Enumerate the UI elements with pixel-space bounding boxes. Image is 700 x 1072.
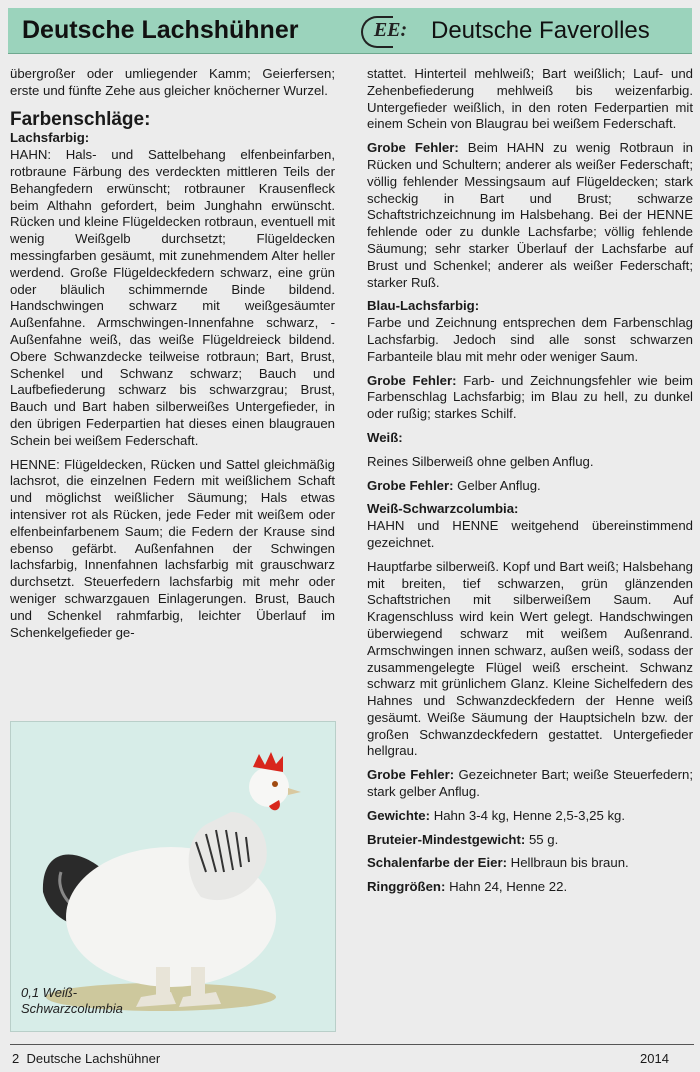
- page-title: Deutsche Lachshühner: [22, 16, 299, 44]
- fehler-blau: [367, 373, 693, 423]
- schalenfarbe-value: Hellbraun bis braun.: [510, 855, 629, 871]
- subheading-lachsfarbig: Lachsfarbig:: [10, 130, 90, 146]
- ringgroessen-value: Hahn 24, Henne 22.: [449, 879, 568, 895]
- subheading-weiss: Weiß:: [367, 429, 403, 445]
- subheading-blau-lachsfarbig: Blau-Lachsfarbig:: [367, 298, 480, 314]
- fehler-weiss: [367, 478, 693, 495]
- schalenfarbe-line: [367, 855, 693, 872]
- gewichte-value: Hahn 3-4 kg, Henne 2,5-3,25 kg.: [433, 807, 626, 823]
- photo-caption: [21, 985, 123, 1017]
- bruteier-value: 55 g.: [528, 831, 559, 847]
- gewichte-line: [367, 808, 693, 825]
- ringgroessen-line: [367, 879, 693, 896]
- bruteier-line: [367, 832, 693, 849]
- fehler-lachsfarbig: [367, 140, 693, 291]
- bruteier-label: Bruteier-Mindestgewicht:: [367, 831, 526, 847]
- blau-paragraph: Farbe und Zeichnung entsprechen dem Farbenschlag Lachsfarbig. Jedoch sind alle sonst schwarzen Farbanteile blau mit mehr oder weniger Saum.: [367, 315, 693, 364]
- fehler-label: Grobe Fehler:: [367, 372, 457, 388]
- page-header-band: [8, 8, 692, 54]
- fehler-label: Grobe Fehler:: [367, 767, 455, 783]
- caption-line-1: 0,1 Weiß-: [21, 985, 78, 1000]
- fehler-text: Beim HAHN zu wenig Rotbraun in Rücken und Schultern; anderer als weißer Federschaft; völlig fehlender Messingsaum auf Flügeldecken; stark scheckig in Bart und Brust; schwarze Schaftstrichzeichnung im Halsbehang. Bei der HENNE fehlende oder zu dunkle Lachsfarbe; völlig fehlende Säumung; sehr starker Überlauf der Lachsfarbe auf Brust und Schenkel; anderer als weißer Federschaft; starker Ruß.: [367, 140, 693, 290]
- hahn-paragraph: HAHN: Hals- und Sattelbehang elfenbeinfarben, rotbraune Färbung des verdeckten mittleren Teils der Behangfedern erwünscht; rotbrauner Krausenfleck beim Althahn gefordert, beim Junghahn erwünscht. Rücken und kleine Flügeldecken rotbraun, eventuell mit wenig Weißgelb durchsetzt; Flügeldecken messingfarben gesäumt, mit zunehmendem Alter heller werdend. Große Flügeldeckfedern schwarz, eine grün oder bläulich schimmernde Binde bildend. Handschwingen schwarz mit weißgesäumter Außenfahne. Armschwingen-Innenfahne schwarz, -Außenfahne weiß, das weiße Flügeldreieck bildend. Obere Schwanzdecke teilweise rotbraun; Bart, Brust, Schenkel und Schwanz schwarz; Bauch und Laufbefiederung schwarz bis schwarzgrau; Brust, Bauch und Bart haben silberweißes Untergefieder, in den übrigen Federpartien hat dieses einen blaugrauen Schein bei weißem Federschaft.: [10, 147, 335, 448]
- fehler-text: Gelber Anflug.: [457, 477, 541, 493]
- continuation-paragraph: stattet. Hinterteil mehlweiß; Bart weißlich; Lauf- und Zehenbefiederung mehlweiß bis weizenfarbig. Untergefieder weißlich, in den roten Federpartien mit einem Schein von Blaugrau bei weißem Federschaft.: [367, 66, 693, 132]
- wsc-paragraph-2: Hauptfarbe silberweiß. Kopf und Bart weiß; Halsbehang mit breiten, tief schwarzen, grün glänzenden Schaftstrichen mit silberweißem Saum. Auf Kragenschluss wird kein Wert gelegt. Handschwingen überwiegend schwarz mit weißem Außenrand. Armschwingen innen schwarz, außen weiß, sodass der zusammengelegte Flügel weiß erscheint. Schwanz schwarz mit grünlichem Glanz. Kleine Sichelfedern des Hahnes und Schwanzdeckfedern der Henne weiß gesäumt. Weiße Säumung der Hauptsicheln bzw. der großen Schwanzdeckfedern gestattet. Untergefieder hellgrau.: [367, 558, 693, 759]
- gewichte-label: Gewichte:: [367, 807, 431, 823]
- fehler-label: Grobe Fehler:: [367, 477, 454, 493]
- ee-logo: EE:: [363, 17, 418, 43]
- weiss-paragraph: Reines Silberweiß ohne gelben Anflug.: [367, 453, 594, 469]
- right-column: [367, 66, 693, 896]
- schalenfarbe-label: Schalenfarbe der Eier:: [367, 855, 507, 871]
- page-subtitle: Deutsche Faverolles: [431, 17, 650, 44]
- footer-left: [12, 1051, 160, 1066]
- chicken-photo: [10, 721, 336, 1032]
- footer-title: Deutsche Lachshühner: [26, 1051, 161, 1066]
- intro-paragraph: übergroßer oder umliegender Kamm; Geierfersen; erste und fünfte Zehe aus gleicher knöcherner Wurzel.: [10, 66, 335, 98]
- fehler-label: Grobe Fehler:: [367, 140, 459, 156]
- fehler-wsc: [367, 767, 693, 801]
- page-number: 2: [12, 1051, 20, 1066]
- fehler-text: Farb- und Zeichnungsfehler wie beim Farbenschlag Lachsfarbig; im Blau zu hell, zu dunkel oder rußig; starkes Schilf.: [367, 372, 693, 422]
- subheading-weiss-schwarzcolumbia: Weiß-Schwarzcolumbia:: [367, 501, 519, 517]
- fehler-text: Gezeichneter Bart; weiße Steuerfedern; stark gelber Anflug.: [367, 767, 694, 800]
- henne-paragraph: HENNE: Flügeldecken, Rücken und Sattel gleichmäßig lachsrot, die einzelnen Federn mit weißlichem Schaft und möglichst weißlicher Säumung; Hals etwas intensiver rot als Rücken, jede Feder mit weißem oder elfenbeinfarbenem Saum; die Federn der Krause sind ebenso gefärbt. Außenfahnen der Schwingen lachsfarbig, Innenfahnen lachsfarbig mit grauschwarz durchsetzt. Steuerfedern lachsfarbig mit mehr oder weniger schwarzgauen Einlagerungen. Brust, Bauch und Schenkel rahmfarbig, leichter Überlauf im Schenkelgefieder ge-: [10, 456, 335, 640]
- footer-year: 2014: [640, 1051, 669, 1066]
- ringgroessen-label: Ringgrößen:: [367, 879, 446, 895]
- left-column: [10, 66, 335, 641]
- section-title-farbenschlaege: Farbenschläge:: [10, 108, 151, 130]
- wsc-paragraph-1: HAHN und HENNE weitgehend übereinstimmend gezeichnet.: [367, 518, 693, 550]
- caption-line-2: Schwarzcolumbia: [21, 1001, 123, 1016]
- footer-divider: [10, 1044, 694, 1045]
